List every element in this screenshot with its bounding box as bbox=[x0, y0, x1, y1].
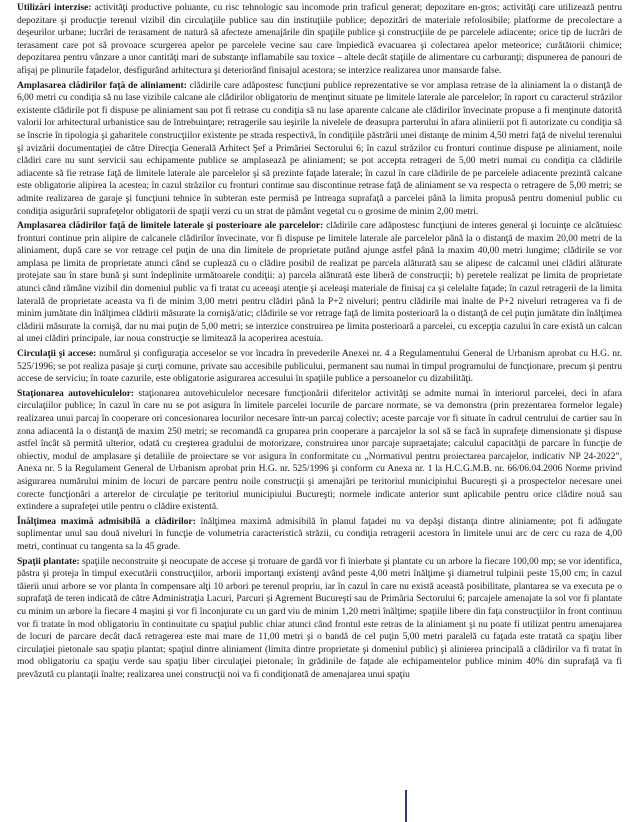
section-heading: Amplasarea clădirilor faţă de aliniament: bbox=[17, 79, 187, 91]
section-body: clădirile care adăpostesc funcţiuni de interes general şi locuinţe ce alcătuiesc fronturi continue prin alipire de calcanele clădirilor învecinate, vor fi dispuse pe limitele laterale ale parcelelor până la o distanţă de maxim 20,00 metri de la aliniament, după care se vor retrage cel puţin de una din limitele de proprietate putând ajunge astfel până la maxim 40,00 metri lungime; clădirile se vor amplasa pe limita de proprietate atunci când se cuplează cu o clădire posibil de realizat pe parcela alăturată sau se alipesc de calcanul unei clădiri alăturate protejate sau în stare bună şi sunt îndeplinite următoarele condiţii: a) parcela alăturată este liberă de construcţii; b) peretele realizat pe limita de proprietate atunci când rămâne vizibil din domeniul public va fi tratat cu aceeaşi atenţie şi aceleaşi materiale de finisaj ca şi celelalte faţade; în cazul retragerii de la limita laterală de proprietate aceasta va fi de minim 3,00 metri pentru clădiri până la P+2 niveluri; pentru clădirile mai înalte de P+2 niveluri retragerea va fi de minim jumătate din înălţimea clădirii măsurate la cornişă/atic; clădirile se vor retrage faţă de limita posterioară la o distanţă de cel puţin jumătate din înălţimea clădirii măsurate la cornişă, dar nu mai puţin de 5,00 metri; se interzice construirea pe limita posterioară a parcelei, cu excepţia cazului în care există un calcan al unei clădiri principale, iar noua construcţie se limitează la acoperirea acestuia. bbox=[17, 220, 623, 345]
section-body: clădirile care adăpostesc funcţiuni publice reprezentative se vor amplasa retrase de la aliniament la o distanţă de 6,00 metri cu condiţia să nu lase vizibile calcane ale clădirilor obligatoriu de menţinut situate pe limitele laterale ale parcelelor; în raport cu caracterul străzilor existente clădirile pot fi dispuse pe aliniament sau pot fi retrase cu condiţia să nu lase aparente calcane ale clădirilor învecinate propuse a fi menţinute datorită valorii lor arhitectural urbanistice sau de întrebuinţare; retragerile sau ieşirile la nivelele de deasupra parterului în afara aliniierii pot fi autorizate cu condiţia să se înscrie în tipologia şi gabaritele construcţiilor existente pe strada respectivă, în condiţiile păstrării unei distanţe de minim 4,50 metri faţă de nivelul terenului şi avizării documentaţiei de către Direcţia Generală Arhitect Şef a Primăriei Sectorului 6; în cazul străzilor cu fronturi continue dispuse pe aliniament, noile clădiri care nu sunt servicii sau echipamente publice se amplasează pe aliniament; se pot accepta retrageri de 5,00 metri numai cu condiţia ca clădirile adiacente să fie retrase faţă de limitele laterale ale parcelelor şi să prezinte faţade laterale; în cazul în care clădirile de pe parcelele adiacente prezintă calcane este obligatorie alipirea la acestea; în cazul străzilor cu fronturi continue sau discontinue retrase faţă de aliniament se va respecta o retragere de 5,00 metri; se admite realizarea de garaje şi funcţiuni tehnice în subteran este permisă pe întreaga suprafaţă a parcelei până la limita propusă pentru domeniul public cu condiţia asigurării suprafeţelor obligatorii de spaţii verzi cu un strat de pământ vegetal cu o grosime de minim 2,00 metri. bbox=[17, 79, 622, 217]
section-spatii-plantate bbox=[17, 556, 622, 682]
section-body: numărul şi configuraţia acceselor se vor încadra în prevederile Anexei nr. 4 a Regulamentului General de Urbanism aprobat cu H.G. nr. 525/1996; se pot realiza pasaje şi curţi comune, private sau accesibile publicului, permanent sau numai în timpul programului de funcţionare, precum şi pentru accese de serviciu; în toate cazurile, este obligatorie asigurarea accesului în spaţiile publice a persoanelor cu dizabilităţi. bbox=[17, 348, 622, 385]
section-body: staţionarea autovehiculelor necesare funcţionării diferitelor activităţi se admite numai în interiorul parcelei, deci în afara circulaţiilor publice; în cazul în care nu se pot asigura în limitele parcelei locurile de parcare normate, se va demonstra (prin prezentarea formelor legale) realizarea unui parcaj în cooperare ori concesionarea locurilor necesare într-un parcaj colectiv; aceste parcaje vor fi situate în cadrul centrului de cartier sau în zona adiacentă la o distanţă de maxim 250 metri; se recomandă ca gruparea prin cooperare a parcajelor la sol să se facă în suprafeţe dimensionate şi dispuse astfel încât să permită ulterior, odată cu creşterea gradului de motorizare, construirea unor parcaje supraetajate; calculul capacităţii de parcare în funcţie de obiectiv, modul de amplasare şi detaliile de proiectare se vor asigura în conformitate cu „Normativul pentru proiectarea parcajelor, indicativ NP 24-2022”, Anexa nr. 5 la Regulament General de Urbanism aprobat prin H.G. nr. 525/1996 şi conform cu Anexa nr. 1 la H.C.G.M.B. nr. 66/06.04.2006 Norme privind asigurarea numărului minim de locuri de parcare pentru noile construcţii şi amenajări pe teritoriul municipiului Bucureşti şi a prospectelor necesare unei corecte funcţionări a arterelor de circulaţie pe teritoriul municipiului Bucureşti; normele indicate anterior sunt aplicabile pentru orice clădire nouă sau extindere a suprafeţei utile pentru o clădire existentă. bbox=[17, 387, 623, 513]
pen-mark bbox=[405, 790, 407, 822]
section-heading: Amplasarea clădirilor faţă de limitele laterale şi posterioare ale parcelelor: bbox=[17, 220, 324, 232]
section-heading: Utilizări interzise: bbox=[17, 2, 92, 13]
section-amplasare-aliniament bbox=[17, 80, 622, 219]
section-heading: Spaţii plantate: bbox=[17, 555, 80, 567]
section-stationare-autovehicule bbox=[17, 388, 622, 514]
section-amplasare-limite-laterale bbox=[17, 220, 622, 346]
section-heading: Staţionarea autovehiculelor: bbox=[17, 387, 135, 399]
section-heading: Înălţimea maximă admisibilă a clădirilor: bbox=[17, 515, 196, 527]
section-inaltime-maxima bbox=[17, 516, 622, 554]
section-body: înălţimea maximă admisibilă în planul faţadei nu va depăşi distanţa dintre aliniamente; pot fi adăugate suplimentar unul sau două niveluri în funcţie de volumetria caracteristică străzii, cu condiţia retragerii acestora în limitele unui arc de cerc cu raza de 4,00 metri, continuat cu tangenta sa la 45 grade. bbox=[17, 515, 622, 552]
section-utilizari-interzise bbox=[17, 2, 622, 78]
section-body: spaţiile neconstruite şi neocupate de accese şi trotuare de gardă vor fi înierbate şi plantate cu un arbore la fiecare 100,00 mp; se vor identifica, păstra şi proteja în timpul executării construcţiilor, arborii importanţi existenţi având peste 4,00 metri înălţime şi diametrul tulpinii peste 15,00 cm; în cazul tăierii unui arbore se vor planta în compensare alţi 10 arbori pe terenul propriu, iar în cazul în care nu există această posibilitate, plantarea se va executa pe o suprafaţă de teren indicată de către Administraţia Lacuri, Parcuri şi Agrement Bucureşti sau de Primăria Sectorului 6; parcajele amenajate la sol vor fi plantate cu minim un arbore la fiecare 4 maşini şi vor fi înconjurate cu un gard viu de minim 1,20 metri înălţime; spaţiile libere din faţa construcţiilor în front continuu vor fi tratate în mod obligatoriu în continuitate cu spaţiul public chiar atunci când frontul este retras de la aliniament şi nu poate fi utilizat pentru amenajarea de locuri de parcare decât dacă retragerea este mai mare de 11,00 metri şi o bandă de cel puţin 5,00 metri paralelă cu faţada este tratată ca spaţiu liber circulaţiei pietonale sau spaţiu plantat; spaţiul dintre aliniament (limita dintre proprietate şi domeniul public) şi alinierea principală a clădirilor va fi tratat în mod obligatoriu ca spaţiu verde sau spaţiu liber circulaţiei pietonale; în grădinile de faţade ale echipamentelor publice minim 40% din suprafaţă va fi prevăzută cu plantaţii înalte; realizarea unei construcţii noi va fi condiţionată de amenajarea unui spaţiu bbox=[17, 555, 622, 680]
section-heading: Circulaţii şi accese: bbox=[17, 348, 97, 360]
section-body: activităţi productive poluante, cu risc tehnologic sau incomode prin traficul generat; depozitare en-gros; activităţi care utilizează pentru depozitare şi producţie terenul vizibil din circulaţiile publice sau din instituţiile publice; depozitări de materiale refolosibile; platforme de precolectare a deşeurilor urbane; lucrări de terasament de natură să afecteze amenajările din spaţiile publice şi construcţiile de pe parcelele adiacente; orice tip de lucrări de terasament care pot să provoace scurgerea apelor pe parcelele vecine sau care împiedică evacuarea şi colectarea apelor meteorice; curătătorii chimice; depozitarea pentru vânzare a unor cantităţi mari de substanţe inflamabile sau toxice – altele decât staţiile de alimentare cu carburanţi; dispunerea de panouri de afişaj pe plinurile faţadelor, desfigurând arhitectura şi deteriorând finisajul acestora; se interzice realizarea unor mansarde false. bbox=[17, 2, 622, 76]
section-circulatii-accese bbox=[17, 348, 622, 386]
